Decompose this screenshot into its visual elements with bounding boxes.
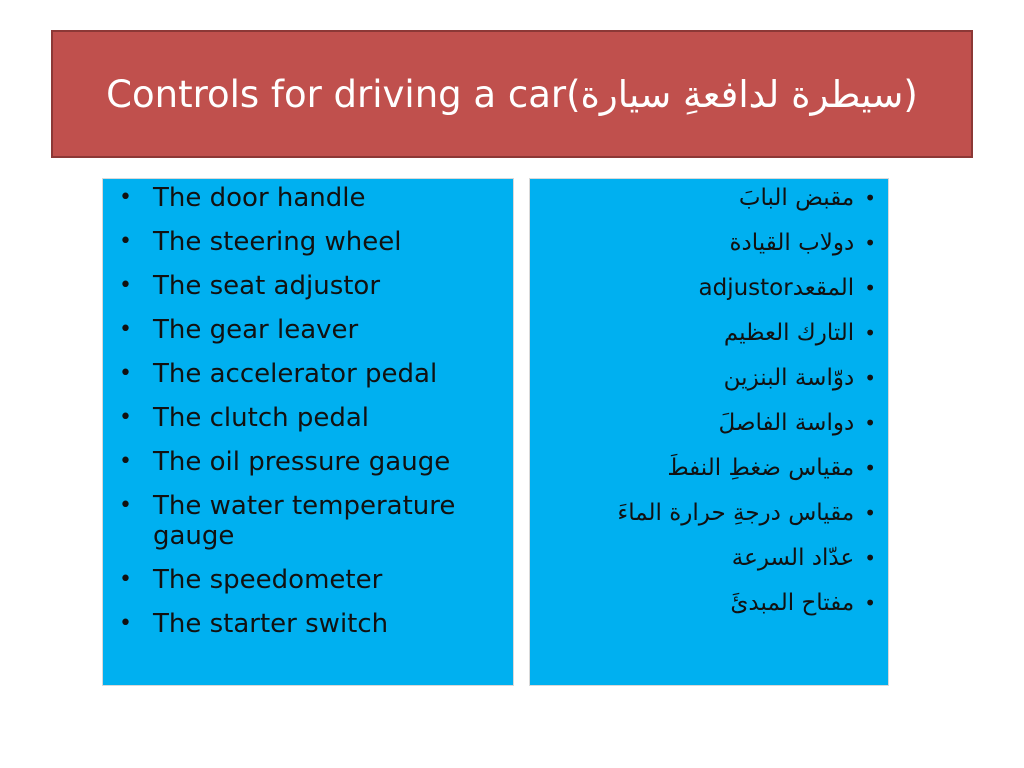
list-item [540,228,876,258]
arabic-controls-panel [529,178,889,686]
list-item [540,408,876,438]
list-item-label: مقياس ضغطِ النفطَ [667,455,855,481]
list-item-label: المقعدadjustor [698,275,855,301]
list-item-label: The door handle [153,183,366,213]
list-item-label: دوّاسة البنزين [723,365,855,391]
bullet-icon: • [119,317,132,342]
bullet-icon: • [119,493,132,518]
english-controls-panel [102,178,514,686]
bullet-icon: • [864,501,876,525]
list-item-label: The steering wheel [153,227,402,257]
list-item [540,363,876,393]
bullet-icon: • [119,449,132,474]
list-item [113,491,503,551]
bullet-icon: • [864,591,876,615]
list-item [540,498,876,528]
list-item [540,273,876,303]
list-item [113,403,503,433]
list-item-label: دواسة الفاصلَ [718,410,855,436]
list-item-label: The starter switch [153,609,389,639]
list-item-label: The water temperature gauge [153,491,456,551]
arabic-controls-list [540,183,876,618]
list-item [113,271,503,301]
bullet-icon: • [119,567,132,592]
list-item-label: The clutch pedal [153,403,370,433]
list-item [113,183,503,213]
list-item [113,447,503,477]
bullet-icon: • [864,231,876,255]
list-item-label: The oil pressure gauge [153,447,451,477]
list-item [113,315,503,345]
bullet-icon: • [864,276,876,300]
list-item-label: مفتاح المبدئَ [730,590,855,616]
list-item [540,588,876,618]
bullet-icon: • [864,456,876,480]
list-item-label: عدّاد السرعة [731,545,855,571]
bullet-icon: • [119,405,132,430]
list-item [113,359,503,389]
bullet-icon: • [864,546,876,570]
title-banner [51,30,973,158]
bullet-icon: • [119,273,132,298]
english-controls-list [113,183,503,639]
list-item-label: مقبض البابَ [738,185,855,211]
list-item-label: The speedometer [153,565,383,595]
list-item [113,227,503,257]
list-item [540,318,876,348]
list-item-label: دولاب القيادة [729,230,855,256]
bullet-icon: • [864,411,876,435]
list-item [540,453,876,483]
list-item [113,609,503,639]
list-item [113,565,503,595]
list-item [540,543,876,573]
bullet-icon: • [864,366,876,390]
list-item-label: التارك العظيم [723,320,855,346]
list-item [540,183,876,213]
list-item-label: The accelerator pedal [153,359,438,389]
slide-title: Controls for driving a car(سيطرة لدافعةِ سيارة) [106,72,918,116]
list-item-label: The gear leaver [153,315,359,345]
list-item-label: مقياس درجةِ حرارة الماءَ [617,500,855,526]
bullet-icon: • [119,229,132,254]
list-item-label: The seat adjustor [153,271,381,301]
bullet-icon: • [864,321,876,345]
bullet-icon: • [119,361,132,386]
bullet-icon: • [119,185,132,210]
bullet-icon: • [119,611,132,636]
bullet-icon: • [864,186,876,210]
